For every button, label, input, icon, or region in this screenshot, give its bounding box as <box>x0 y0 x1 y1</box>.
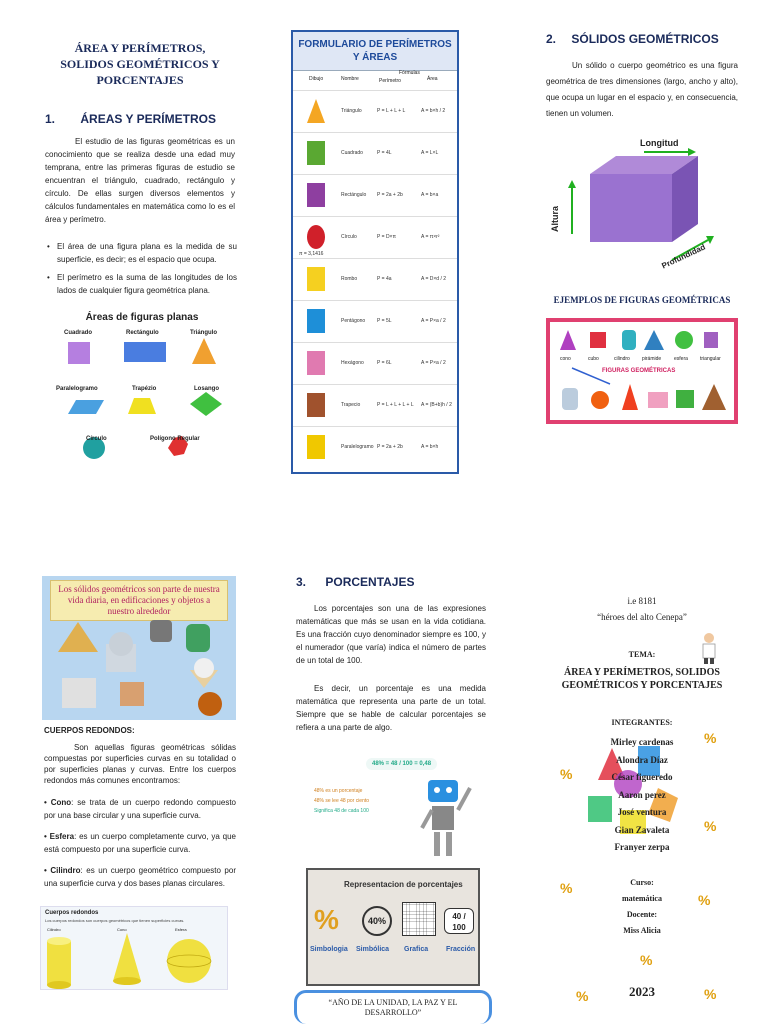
round-bodies-list <box>44 796 236 898</box>
examples-title: EJEMPLOS DE FIGURAS GEOMÉTRICAS <box>553 295 731 305</box>
round-bodies-intro: Son aquellas figuras geométricas sólidas compuestas por superficies curvas en su totalidad o por superficies planas y curvas. Entre los cuerpos redondos más comunes encontramos: <box>44 743 236 785</box>
percent-decor: % <box>704 818 717 834</box>
percent-decor: % <box>576 988 589 1004</box>
member-name: Aaron perez <box>618 789 666 800</box>
section-1-number: 1. <box>45 112 56 126</box>
areas-figures-image <box>52 308 232 480</box>
formulario-row <box>293 174 457 215</box>
formulario-row <box>293 90 457 131</box>
round-bodies-subtitle: CUERPOS REDONDOS: <box>44 726 135 735</box>
row-name: Rombo <box>341 276 358 282</box>
robot-line-1: 48% es un porcentaje <box>314 788 363 794</box>
bullet-perimeter: • El perímetro es la suma de las longitudes de los lados de cualquier figura geométrica plana. <box>45 271 237 297</box>
row-name: Círculo <box>341 234 357 240</box>
lbl-poligono: Polígono Regular <box>150 436 200 442</box>
rep-label-simbolica: Simbólica <box>356 946 390 953</box>
formulario-row <box>293 342 457 383</box>
percent-decor: % <box>704 986 717 1002</box>
section-2-heading <box>546 32 719 46</box>
round-img-title: Cuerpos redondos <box>45 910 99 916</box>
row-perimeter: P = D×π <box>377 234 396 240</box>
percent-p1: Los porcentajes son una de las expresiones matemáticas que más se usan en la vida cotidiana. Es una fracción cuyo denominador siempre es 100, y el numerador (que varía) indica el número de partes de un total de 100. <box>296 604 486 665</box>
row-name: Rectángulo <box>341 192 367 198</box>
row-area: A = (B+b)h / 2 <box>421 402 452 408</box>
shape-swatch <box>307 351 325 375</box>
row-perimeter: P = 6L <box>377 360 392 366</box>
areas-figures-title: Áreas de figuras planas <box>85 312 199 323</box>
section-1-title: ÁREAS Y PERÍMETROS <box>80 112 216 126</box>
row-area: A = π×r² <box>421 234 440 240</box>
hdr-nombre: Nombre <box>341 76 359 82</box>
areas-intro: El estudio de las figuras geométricas es un conocimiento que se realiza desde una edad muy temprana, entre las primeras figuras de estudio se encuentran el triángulo, cuadrado, rectángulo y círculo. De ellas surgen diversos elementos y cálculos fundamentales en matemática como lo es el área y perímetro. <box>45 137 235 224</box>
member-name: Gian Zavaleta <box>614 824 670 835</box>
teacher-icon <box>698 632 720 664</box>
solids-banner: Los sólidos geométricos son parte de nuestra vida diaria, en edificaciones y objetos a nuestro alrededor <box>50 580 228 621</box>
lbl-longitud: Longitud <box>640 138 679 148</box>
row-name: Triángulo <box>341 108 362 114</box>
round-bodies-image <box>40 906 228 990</box>
row-area: A = b×h / 2 <box>421 108 446 114</box>
formulario-row <box>293 216 457 257</box>
formulario-headers <box>293 68 457 90</box>
round-body-term: • Cilindro <box>44 866 81 875</box>
shape-swatch <box>307 393 325 417</box>
row-perimeter: P = L + L + L + L <box>377 402 414 408</box>
formulario-card <box>291 30 459 474</box>
robot-line-3: Significa 48 de cada 100 <box>314 808 369 814</box>
row-perimeter: P = 4a <box>377 276 392 282</box>
round-body-item <box>44 796 236 822</box>
cube-dimensions-image <box>548 134 724 274</box>
docente-label: Docente: <box>626 910 658 919</box>
lbl-losango: Losango <box>194 386 219 392</box>
row-name: Paralelogramo <box>341 444 374 450</box>
formulario-title: FORMULARIO DE PERÍMETROS Y ÁREAS <box>293 32 457 71</box>
rep-label-fraccion: Fracción <box>446 946 476 953</box>
section-3-heading <box>296 575 415 589</box>
rep-label-grafica: Grafica <box>404 946 429 953</box>
hdr-dibujo: Dibujo <box>309 76 324 82</box>
shape-swatch <box>307 309 325 333</box>
percent-decor: % <box>704 730 717 746</box>
lbl-profundidad: Profundidad <box>660 242 707 271</box>
round-body-term: • Esfera <box>44 832 75 841</box>
example-label: cono <box>560 356 571 362</box>
lbl-circulo: Círculo <box>86 436 107 442</box>
lbl-trapezio: Trapézio <box>132 386 157 392</box>
section-3-number: 3. <box>296 575 307 589</box>
section-1-heading <box>45 112 216 126</box>
example-label: cubo <box>588 356 599 362</box>
round-img-sub: Los cuerpos redondos son cuerpos geométricos que tienen superficies curvas. <box>45 918 185 923</box>
percent-decor: % <box>640 952 653 968</box>
shape-swatch <box>307 225 325 249</box>
section-3-title: PORCENTAJES <box>325 575 415 589</box>
examples-caption: FIGURAS GEOMÉTRICAS <box>602 368 676 374</box>
formulario-row <box>293 300 457 341</box>
formulario-row <box>293 384 457 425</box>
row-area: A = P×a / 2 <box>421 318 446 324</box>
example-label: cilindro <box>614 356 630 362</box>
row-area: A = P×a / 2 <box>421 360 446 366</box>
row-area: A = D×d / 2 <box>421 276 447 282</box>
shape-swatch <box>307 435 325 459</box>
hdr-perimetro: Perímetro <box>379 78 401 84</box>
rep-circle: 40% <box>362 906 392 936</box>
robot-drawing <box>414 752 484 864</box>
formulario-rows <box>293 90 457 470</box>
school-code: i.e 8181 <box>627 596 657 606</box>
examples-image <box>546 318 738 424</box>
formulario-row <box>293 132 457 173</box>
round-bodies-drawing <box>41 931 229 991</box>
percent-representation-card <box>306 868 480 986</box>
section-2-number: 2. <box>546 32 557 46</box>
row-perimeter: P = 5L <box>377 318 392 324</box>
formulario-row <box>293 258 457 299</box>
robot-line-2: 48% se lee 48 por ciento <box>314 798 370 804</box>
curso-value: matemática <box>622 894 662 903</box>
round-body-item <box>44 830 236 856</box>
hdr-area: Área <box>427 76 438 82</box>
circle-note: π = 3,1416 <box>299 251 324 257</box>
round-body-desc: : es un cuerpo geométrico compuesto por una superficie curva y dos bases planas circulares. <box>44 866 236 888</box>
rep-symbol: % <box>314 904 339 935</box>
row-name: Cuadrado <box>341 150 363 156</box>
tema-text: ÁREA Y PERÍMETROS, SOLIDOS GEOMÉTRICOS Y PORCENTAJES <box>561 667 723 691</box>
rep-grid <box>402 902 436 936</box>
round-body-desc: : es un cuerpo completamente curvo, ya que está compuesto por una superficie curva. <box>44 832 237 854</box>
lbl-cuadrado: Cuadrado <box>64 330 93 336</box>
percent-decor: % <box>560 880 573 896</box>
round-lbl-cilindro: Cilindro <box>47 927 61 932</box>
integrantes-label: INTEGRANTES: <box>611 718 673 727</box>
areas-figures-drawing <box>52 328 232 478</box>
formulario-row <box>293 426 457 467</box>
round-lbl-esfera: Esfera <box>175 927 187 932</box>
percent-decor: % <box>698 892 711 908</box>
example-label: pirámide <box>642 356 662 362</box>
round-lbl-cono: Cono <box>117 927 127 932</box>
year: 2023 <box>629 984 655 999</box>
bullet-area: • El área de una figura plana es la medida de su superficie, es decir; es el espacio que ocupa. <box>45 240 237 266</box>
row-area: A = b×h <box>421 444 439 450</box>
lbl-rectangulo: Rectángulo <box>126 330 159 336</box>
round-body-term: • Cono <box>44 798 72 807</box>
hdr-formulas: Fórmulas <box>399 70 420 76</box>
member-name: César figueredo <box>611 772 673 782</box>
robot-bubble: 48% = 48 / 100 = 0,48 <box>366 758 437 770</box>
row-area: A = b×a <box>421 192 439 198</box>
motto-box <box>294 990 492 1024</box>
round-body-item <box>44 864 236 890</box>
lbl-altura: Altura <box>550 205 561 233</box>
solids-life-image <box>42 576 236 720</box>
example-labels <box>550 356 734 364</box>
shape-swatch <box>307 99 325 123</box>
shape-swatch <box>307 183 325 207</box>
robot-percent-image <box>314 752 484 864</box>
members-list <box>546 734 738 857</box>
round-body-desc: : se trata de un cuerpo redondo compuesto por una base circular y una superficie curva. <box>44 798 236 820</box>
school-name: “héroes del alto Cenepa” <box>597 612 687 622</box>
member-name: José ventura <box>617 807 667 817</box>
row-name: Pentágono <box>341 318 366 324</box>
row-perimeter: P = 4L <box>377 150 392 156</box>
shape-swatch <box>307 141 325 165</box>
rep-fraction: 40 / 100 <box>444 908 474 934</box>
main-title: ÁREA Y PERÍMETROS, SOLIDOS GEOMÉTRICOS Y PORCENTAJES <box>60 41 220 87</box>
example-label: triangular <box>700 356 721 362</box>
motto-text: “AÑO DE LA UNIDAD, LA PAZ Y EL DESARROLLO” <box>328 998 458 1017</box>
areas-bullets <box>45 240 237 302</box>
row-name: Hexágono <box>341 360 364 366</box>
member-name: Franyer zerpa <box>614 842 670 852</box>
row-perimeter: P = L + L + L <box>377 108 406 114</box>
row-perimeter: P = 2a + 2b <box>377 444 403 450</box>
percent-p2: Es decir, un porcentaje es una medida matemática que representa una parte de un total. Siempre que se hable de calcular porcentajes se refiera a una parte de algo. <box>296 684 486 732</box>
lbl-paralelogramo: Paralelogramo <box>56 386 98 392</box>
lbl-triangulo: Triángulo <box>190 330 217 336</box>
tema-label: TEMA: <box>628 650 656 659</box>
curso-label: Curso: <box>630 878 654 887</box>
member-name: Alondra Díaz <box>616 754 668 765</box>
docente-value: Miss Alicia <box>623 926 661 935</box>
shape-swatch <box>307 267 325 291</box>
row-name: Trapecio <box>341 402 361 408</box>
section-2-title: SÓLIDOS GEOMÉTRICOS <box>571 32 719 46</box>
example-label: esfera <box>674 356 688 362</box>
row-area: A = L×L <box>421 150 439 156</box>
percent-decor: % <box>560 766 573 782</box>
solids-text: Un sólido o cuerpo geométrico es una figura geométrica de tres dimensiones (largo, ancho y alto), que ocupa un lugar en el espacio y, en consecuencia, tienen un volumen. <box>546 61 738 118</box>
member-name: Mirley cardenas <box>610 737 674 747</box>
rep-label-simbologia: Simbologia <box>310 946 348 953</box>
robot-lines <box>314 788 404 818</box>
rep-title: Representacion de porcentajes <box>344 880 463 889</box>
solids-life-drawing <box>42 616 236 720</box>
row-perimeter: P = 2a + 2b <box>377 192 403 198</box>
